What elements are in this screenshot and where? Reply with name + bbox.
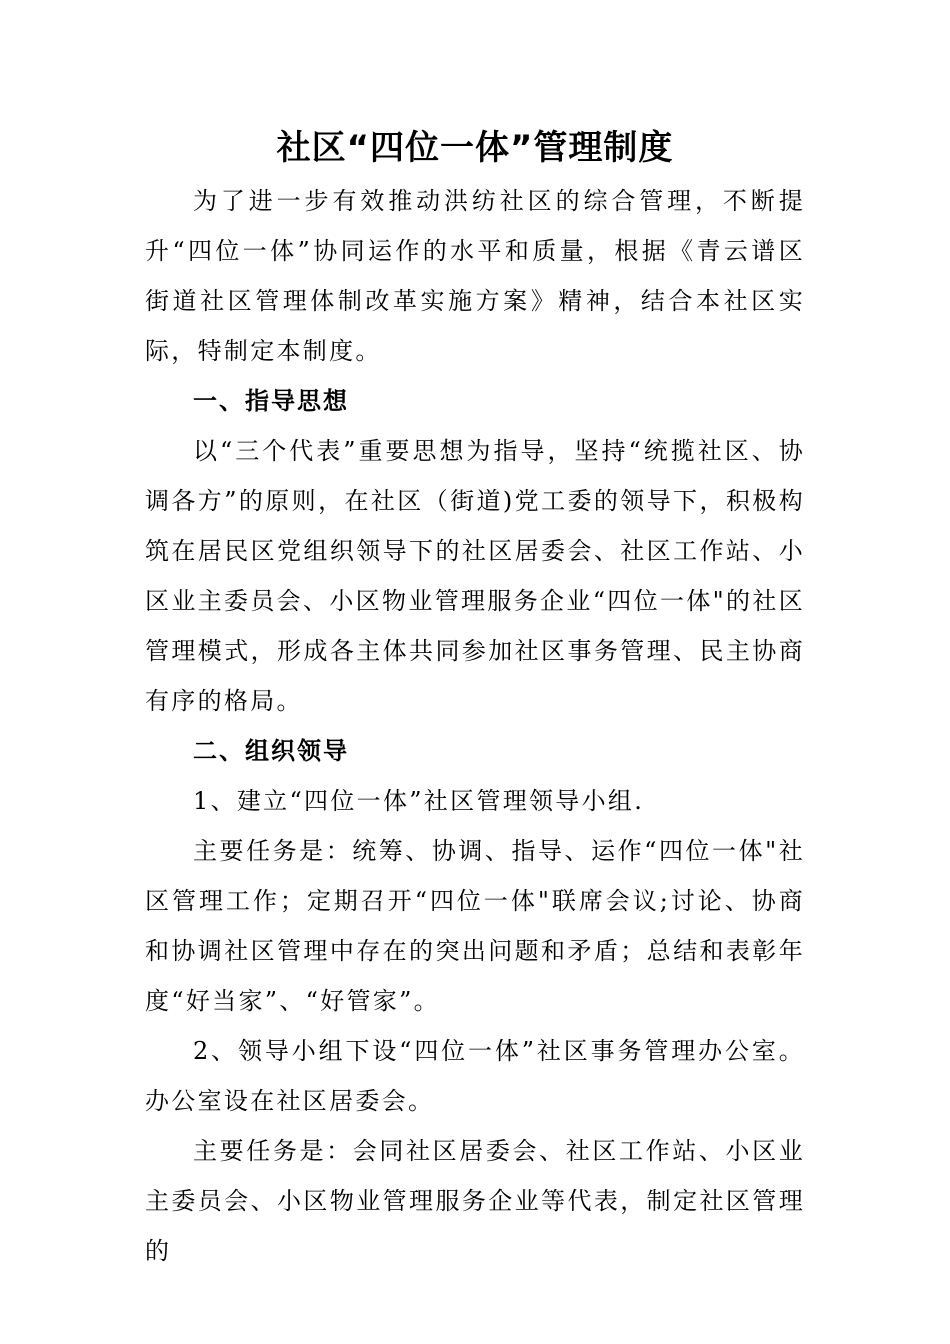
organization-item-2: 2、领导小组下设“四位一体”社区事务管理办公室。办公室设在社区居委会。 bbox=[145, 1037, 805, 1115]
guiding-thought-paragraph: 以“三个代表”重要思想为指导，坚持“统揽社区、协调各方”的原则，在社区（街道)党工委的领导下，积极构筑在居民区党组织领导下的社区居委会、社区工作站、小区业主委员会、小区物业管理服务企业“四位一体"的社区管理模式，形成各主体共同参加社区事务管理、民主协商有序的格局。 bbox=[145, 437, 805, 715]
section-heading-organization: 二、组织领导 bbox=[193, 737, 349, 765]
intro-paragraph: 为了进一步有效推动洪纺社区的综合管理，不断提升“四位一体”协同运作的水平和质量，根据《青云谱区街道社区管理体制改革实施方案》精神，结合本社区实际，特制定本制度。 bbox=[145, 187, 805, 365]
organization-item-2-tasks: 主要任务是：会同社区居委会、社区工作站、小区业主委员会、小区物业管理服务企业等代表，制定社区管理的 bbox=[145, 1137, 805, 1265]
document-title: 社区“四位一体”管理制度 bbox=[276, 128, 674, 168]
document-body bbox=[145, 176, 805, 1276]
organization-item-1-tasks: 主要任务是：统筹、协调、指导、运作“四位一体"社区管理工作；定期召开“四位一体"联席会议;讨论、协商和协调社区管理中存在的突出问题和矛盾；总结和表彰年度“好当家”、“好管家”。 bbox=[145, 837, 805, 1015]
organization-item-1: 1、建立“四位一体”社区管理领导小组. bbox=[193, 787, 645, 815]
section-heading-guiding-thought: 一、指导思想 bbox=[193, 387, 349, 415]
